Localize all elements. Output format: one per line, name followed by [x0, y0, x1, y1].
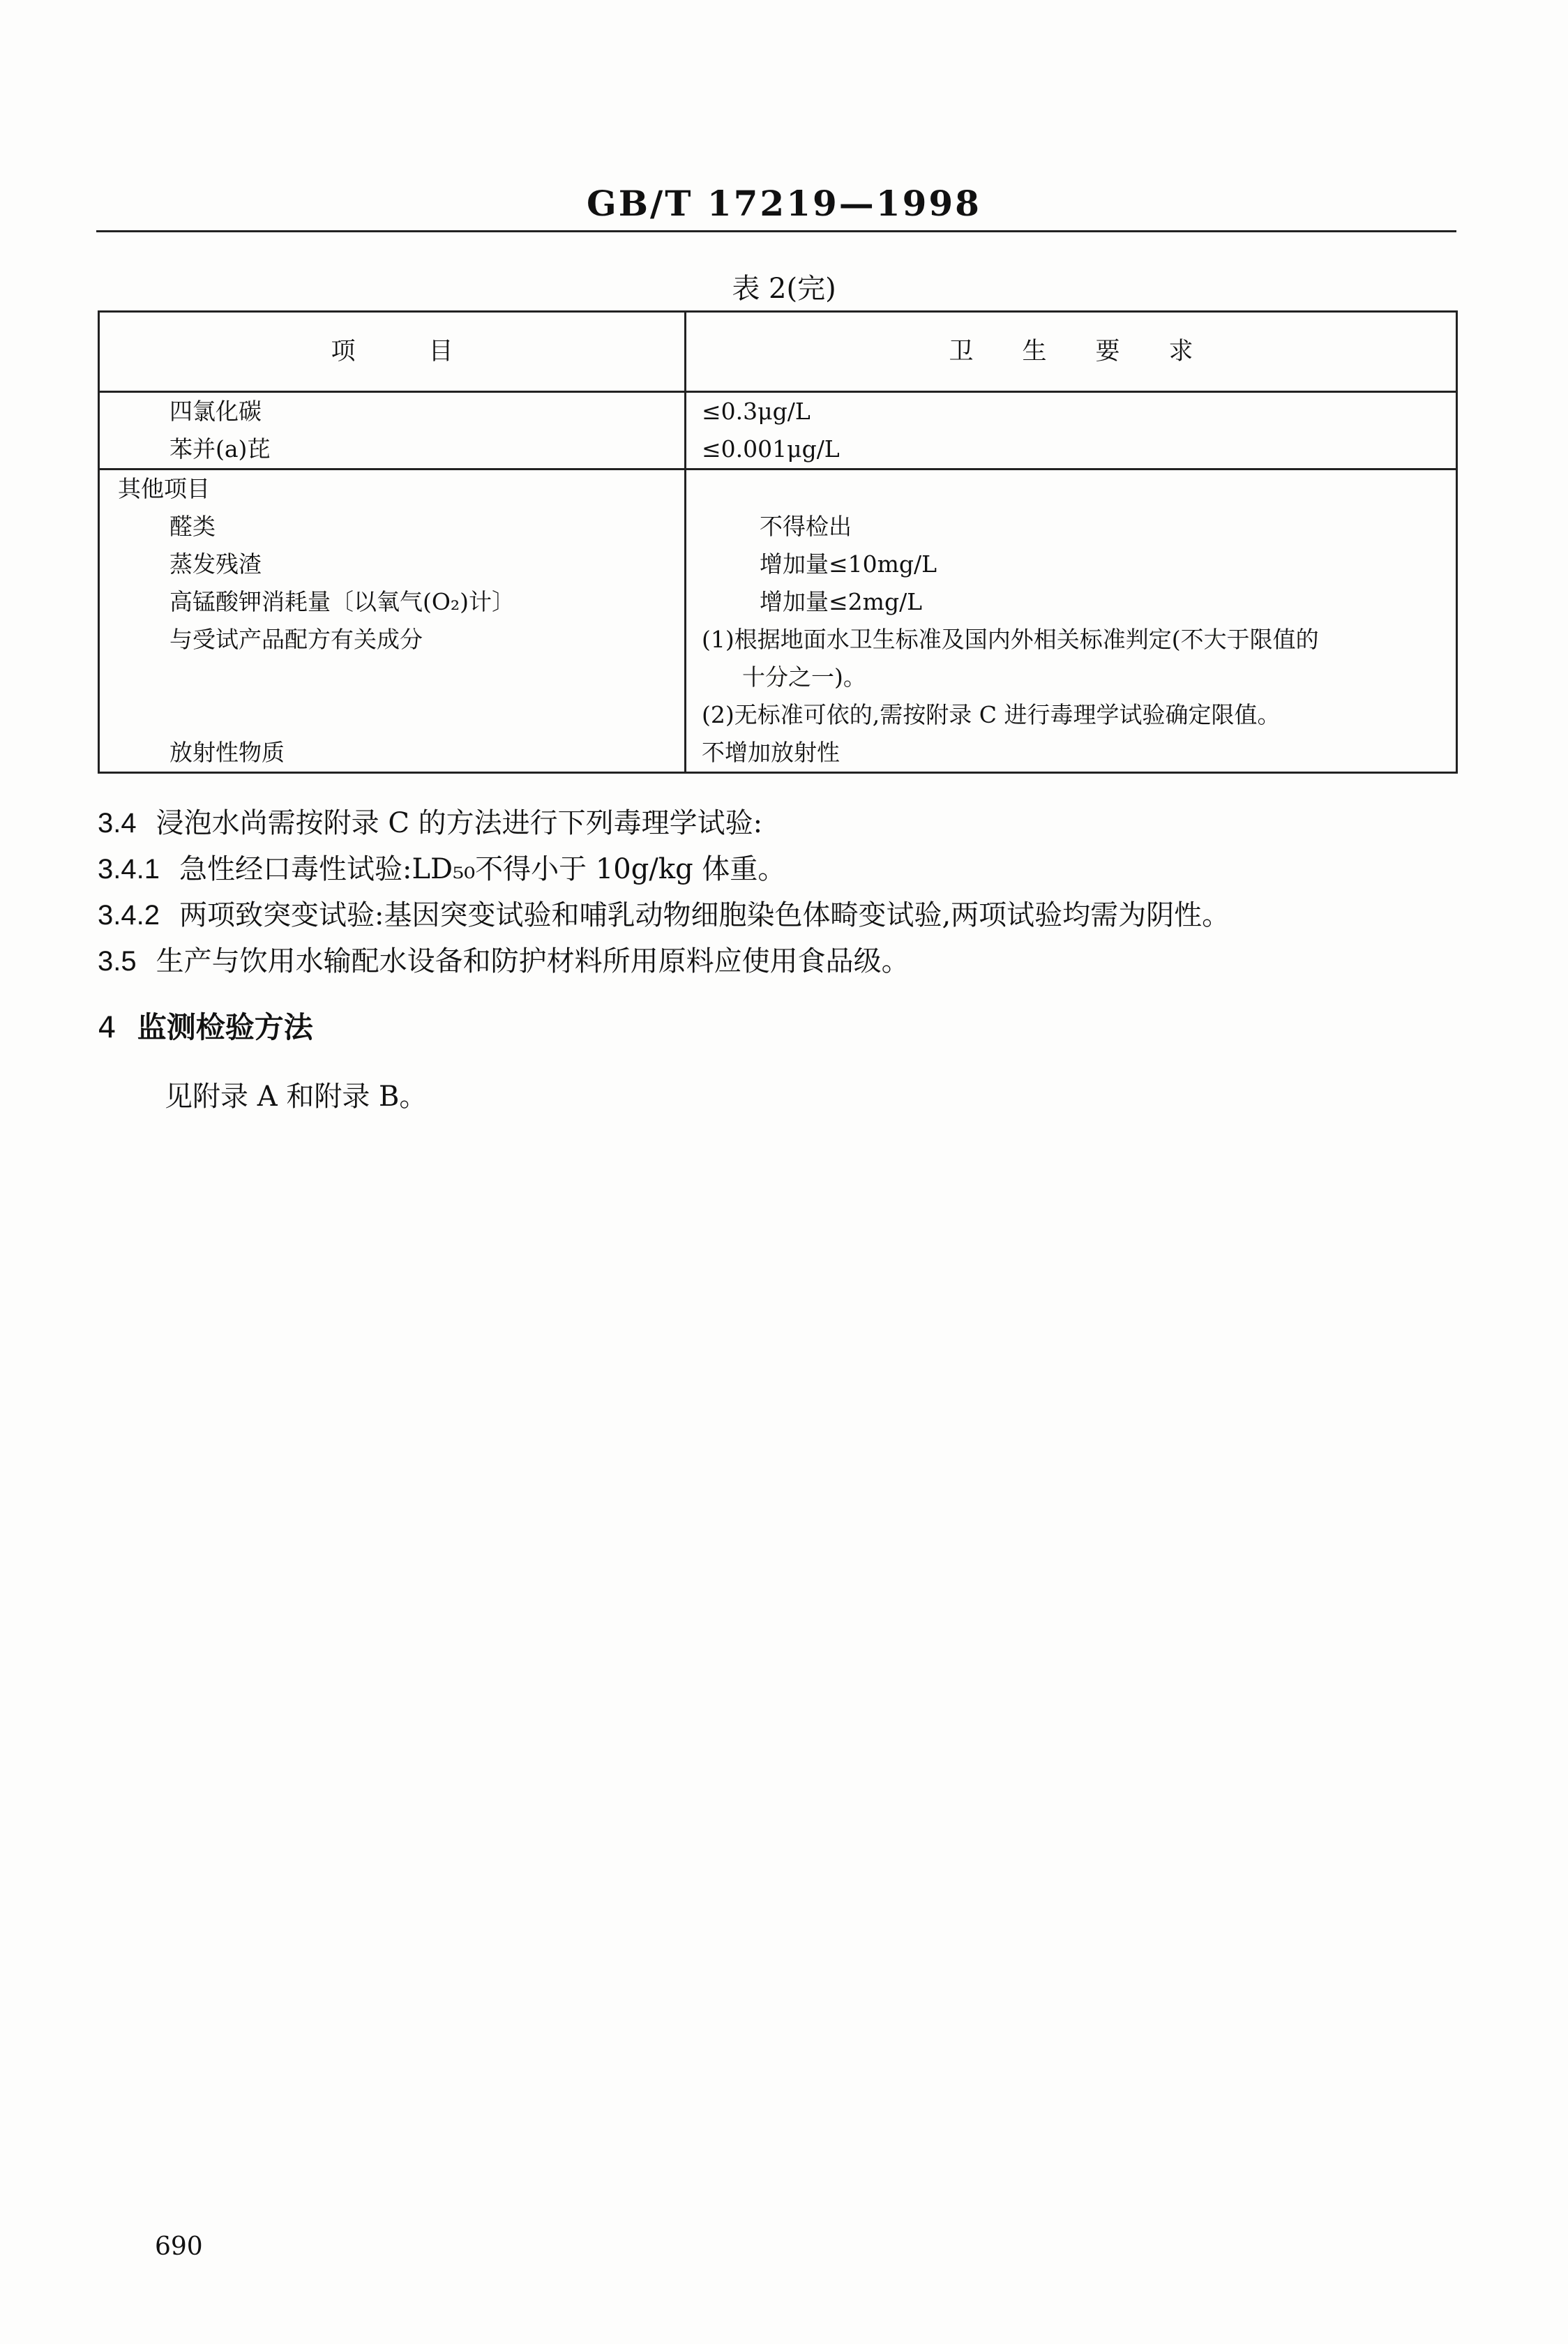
item-radioactive-substances: 放射性物质 [169, 739, 285, 766]
table-row [99, 469, 1457, 773]
clause-3-4 [98, 801, 762, 841]
clause-3-4-2 [98, 893, 1230, 933]
clause-number: 3.4.2 [98, 900, 160, 931]
req-carbon-tetrachloride: ≤0.3μg/L [702, 398, 811, 425]
requirement-cell [686, 469, 1457, 773]
section-title: 监测检验方法 [137, 1010, 313, 1044]
spacer [100, 696, 684, 734]
header-rule [96, 230, 1456, 232]
page-number: 690 [155, 2232, 203, 2261]
section-4-heading [98, 1005, 313, 1046]
requirement-cell [686, 392, 1457, 469]
item-benzo-a-pyrene: 苯并(a)芘 [169, 435, 271, 463]
clause-3-4-1 [98, 847, 785, 887]
item-permanganate-consumption: 高锰酸钾消耗量〔以氧气(O₂)计〕 [169, 588, 515, 615]
item-cell [99, 469, 686, 773]
column-header-requirement: 卫 生 要 求 [686, 312, 1457, 392]
req-benzo-a-pyrene: ≤0.001μg/L [702, 435, 840, 463]
table-caption: 表 2(完) [732, 273, 836, 305]
req-formula-1b: 十分之一)。 [742, 663, 866, 691]
standard-number-text: GB/T 17219—1998 [587, 183, 981, 224]
spacer [686, 470, 1456, 508]
clause-number: 3.4 [98, 808, 137, 839]
req-radioactive: 不增加放射性 [702, 739, 840, 766]
spacer [100, 659, 684, 696]
hygiene-requirements-table [98, 310, 1458, 774]
req-formula-1a: (1)根据地面水卫生标准及国内外相关标准判定(不大于限值的 [702, 626, 1319, 653]
item-carbon-tetrachloride: 四氯化碳 [169, 398, 262, 425]
standard-number [0, 183, 1568, 224]
item-cell [99, 392, 686, 469]
column-header-item: 项 目 [99, 312, 686, 392]
clause-text: 浸泡水尚需按附录 C 的方法进行下列毒理学试验: [156, 807, 763, 839]
table-row [99, 392, 1457, 469]
table-header-row [99, 312, 1457, 392]
clause-number: 3.5 [98, 946, 137, 977]
group-other-items: 其他项目 [118, 475, 210, 502]
clause-text: 两项致突变试验:基因突变试验和哺乳动物细胞染色体畸变试验,两项试验均需为阴性。 [179, 899, 1230, 931]
item-formula-components: 与受试产品配方有关成分 [169, 626, 423, 653]
req-permanganate-consumption: 增加量≤2mg/L [760, 588, 923, 615]
clause-number: 3.4.1 [98, 854, 160, 885]
section-number: 4 [98, 1010, 116, 1044]
section-4-body: 见附录 A 和附录 B。 [165, 1081, 428, 1113]
req-evaporation-residue: 增加量≤10mg/L [760, 550, 937, 578]
clause-text: 生产与饮用水输配水设备和防护材料所用原料应使用食品级。 [156, 945, 910, 977]
clause-text: 急性经口毒性试验:LD₅₀不得小于 10g/kg 体重。 [179, 853, 786, 885]
req-formula-2: (2)无标准可依的,需按附录 C 进行毒理学试验确定限值。 [702, 701, 1281, 728]
item-aldehydes: 醛类 [169, 513, 216, 540]
clause-3-5 [98, 939, 910, 979]
item-evaporation-residue: 蒸发残渣 [169, 550, 262, 578]
req-aldehydes: 不得检出 [760, 513, 852, 540]
